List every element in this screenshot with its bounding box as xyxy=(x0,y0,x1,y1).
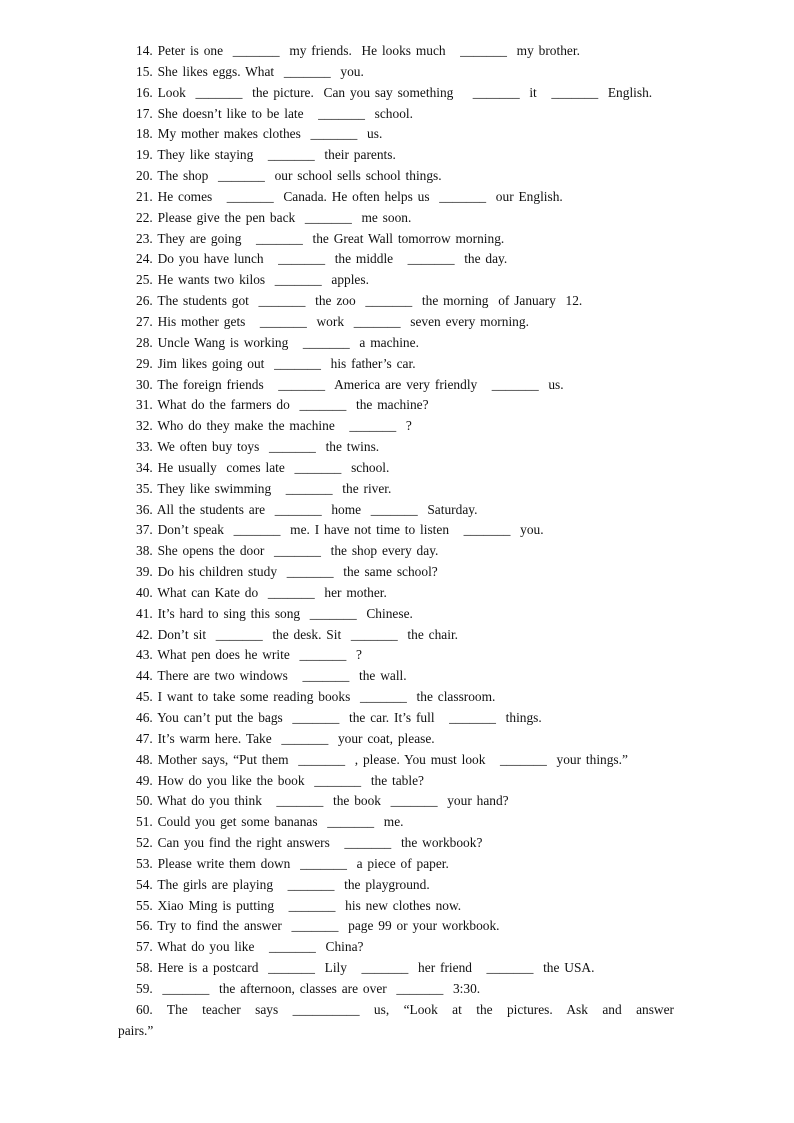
question-line: 33. We often buy toys _______ the twins. xyxy=(136,439,380,455)
question-line: 18. My mother makes clothes _______ us. xyxy=(136,126,383,142)
question-line: 30. The foreign friends _______ America are very friendly _______ us. xyxy=(136,376,564,392)
question-line: 22. Please give the pen back _______ me soon. xyxy=(136,209,412,225)
question-line: 16. Look _______ the picture. Can you say something _______ it _______ English. xyxy=(136,84,653,100)
question-line: 37. Don’t speak _______ me. I have not time to listen _______ you. xyxy=(136,522,544,538)
question-line: 15. She likes eggs. What _______ you. xyxy=(136,63,364,79)
question-line: 29. Jim likes going out _______ his father’s car. xyxy=(136,355,416,371)
question-line: 21. He comes _______ Canada. He often helps us _______ our English. xyxy=(136,188,563,204)
question-line: 20. The shop _______ our school sells school things. xyxy=(136,168,442,184)
question-line: 48. Mother says, “Put them _______ , please. You must look _______ your things.” xyxy=(136,751,628,767)
question-line: 14. Peter is one _______ my friends. He looks much _______ my brother. xyxy=(136,43,580,58)
question-line: 44. There are two windows _______ the wall. xyxy=(136,668,407,684)
question-line-60: 60. The teacher says __________ us, “Look at the pictures. Ask and answer xyxy=(136,1001,674,1017)
question-line: 19. They like staying _______ their parents. xyxy=(136,147,396,163)
question-line: 46. You can’t put the bags _______ the car. It’s full _______ things. xyxy=(136,710,542,725)
question-line: 40. What can Kate do _______ her mother. xyxy=(136,584,387,600)
question-line: 50. What do you think _______ the book _______ your hand? xyxy=(136,793,509,809)
question-line: 24. Do you have lunch _______ the middle _______ the day. xyxy=(136,251,508,267)
question-line: 41. It’s hard to sing this song _______ Chinese. xyxy=(136,605,413,621)
question-line: 28. Uncle Wang is working _______ a machine. xyxy=(136,334,419,350)
question-line: 27. His mother gets _______ work _______ seven every morning. xyxy=(136,313,529,329)
question-line: 47. It’s warm here. Take _______ your coat, please. xyxy=(136,730,435,746)
question-line: 39. Do his children study _______ the same school? xyxy=(136,564,438,580)
question-line: 34. He usually comes late _______ school. xyxy=(136,459,390,475)
question-line: 54. The girls are playing _______ the playground. xyxy=(136,876,430,892)
question-line: 23. They are going _______ the Great Wall tomorrow morning. xyxy=(136,230,505,246)
question-line: 25. He wants two kilos _______ apples. xyxy=(136,272,369,288)
question-line: 58. Here is a postcard _______ Lily _______ her friend _______ the USA. xyxy=(136,960,595,976)
question-line: 49. How do you like the book _______ the table? xyxy=(136,772,424,788)
question-line: 36. All the students are _______ home _______ Saturday. xyxy=(136,501,478,517)
question-line: 38. She opens the door _______ the shop every day. xyxy=(136,543,439,559)
question-line: 53. Please write them down _______ a piece of paper. xyxy=(136,855,449,871)
question-line: 56. Try to find the answer _______ page 99 or your workbook. xyxy=(136,918,500,934)
question-line: 51. Could you get some bananas _______ me. xyxy=(136,814,404,830)
question-line: 52. Can you find the right answers _______ the workbook? xyxy=(136,835,483,851)
question-line-60-continuation: pairs.” xyxy=(118,1022,154,1038)
question-line: 26. The students got _______ the zoo _______ the morning of January 12. xyxy=(136,293,583,309)
question-line: 42. Don’t sit _______ the desk. Sit _______ the chair. xyxy=(136,626,459,642)
question-line: 32. Who do they make the machine _______ ? xyxy=(136,418,412,434)
question-line: 31. What do the farmers do _______ the machine? xyxy=(136,397,429,413)
question-line: 59. _______ the afternoon, classes are over _______ 3:30. xyxy=(136,980,481,996)
question-line: 17. She doesn’t like to be late _______ school. xyxy=(136,105,413,121)
question-line: 57. What do you like _______ China? xyxy=(136,939,364,955)
fill-in-blank-list xyxy=(118,41,674,1042)
question-line: 45. I want to take some reading books _______ the classroom. xyxy=(136,689,496,705)
question-line: 43. What pen does he write _______ ? xyxy=(136,647,362,663)
question-line: 55. Xiao Ming is putting _______ his new clothes now. xyxy=(136,897,462,913)
question-line: 35. They like swimming _______ the river. xyxy=(136,480,392,496)
